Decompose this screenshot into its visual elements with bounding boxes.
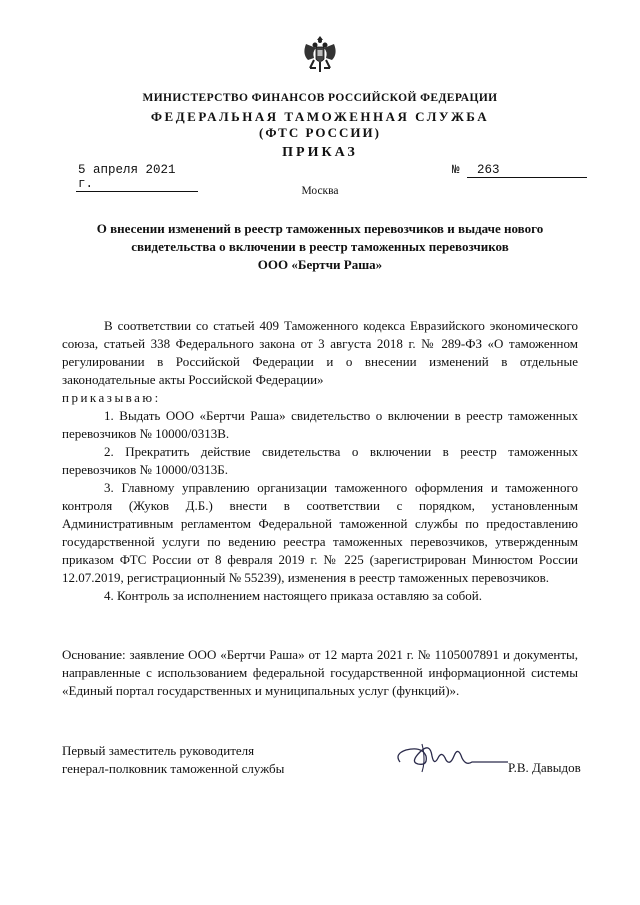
title-line-3: ООО «Бертчи Раша» (257, 257, 383, 272)
order-date: 5 апреля 2021 г. (76, 163, 198, 192)
service-name: ФЕДЕРАЛЬНАЯ ТАМОЖЕННАЯ СЛУЖБА (150, 109, 490, 124)
order-item-1: 1. Выдать ООО «Бертчи Раша» свидетельство о включении в реестр таможенных перевозчиков № 10000/0313В. (62, 408, 578, 441)
service-short-name: (ФТС РОССИИ) (259, 125, 381, 140)
order-number-line (452, 163, 594, 178)
order-title (70, 220, 570, 274)
position-line-2: генерал-полковник таможенной службы (62, 761, 285, 776)
basis-paragraph: Основание: заявление ООО «Бертчи Раша» от 12 марта 2021 г. № 1105007891 и документы, направленные с использованием федеральной государственной информационной системы «Единый портал государственных и муниципальных услуг (функций)». (62, 647, 578, 698)
order-item-3: 3. Главному управлению организации таможенного оформления и таможенного контроля (Жуков Д.Б.) внести в соответствии с порядком, установленным Административным регламентом Федеральной таможенной службы по предоставлению государственной услуги по ведению реестра таможенных перевозчиков, утвержденным приказом ФТС России от 8 февраля 2019 г. № 225 (зарегистрирован Минюстом России 12.07.2019, регистрационный № 55239), изменения в реестр таможенных перевозчиков. (62, 480, 578, 585)
document-type: ПРИКАЗ (282, 145, 358, 160)
order-number: 263 (467, 163, 587, 178)
order-item-4: 4. Контроль за исполнением настоящего приказа оставляю за собой. (104, 588, 482, 603)
number-sign: № (452, 163, 460, 177)
city: Москва (301, 185, 339, 197)
ministry-name: МИНИСТЕРСТВО ФИНАНСОВ РОССИЙСКОЙ ФЕДЕРАЦИИ (142, 92, 498, 104)
title-line-2: свидетельства о включении в реестр таможенных перевозчиков (131, 239, 509, 254)
order-item-2: 2. Прекратить действие свидетельства о включении в реестр таможенных перевозчиков № 10000/0313Б. (62, 444, 578, 477)
order-word: приказываю: (62, 390, 161, 405)
signatory-position (62, 742, 284, 778)
handwritten-signature (392, 736, 512, 776)
signatory-name: Р.В. Давыдов (508, 760, 581, 775)
intro-paragraph: В соответствии со статьей 409 Таможенного кодекса Евразийского экономического союза, статьей 338 Федерального закона от 3 августа 2018 г. № 289-ФЗ «О таможенном регулировании в Российской Федерации и о внесении изменений в отдельные законодательные акты Российской Федерации» (62, 318, 578, 387)
coat-of-arms-icon (296, 30, 344, 78)
title-line-1: О внесении изменений в реестр таможенных перевозчиков и выдаче нового (96, 221, 544, 236)
position-line-1: Первый заместитель руководителя (62, 743, 255, 758)
order-body (62, 317, 578, 605)
